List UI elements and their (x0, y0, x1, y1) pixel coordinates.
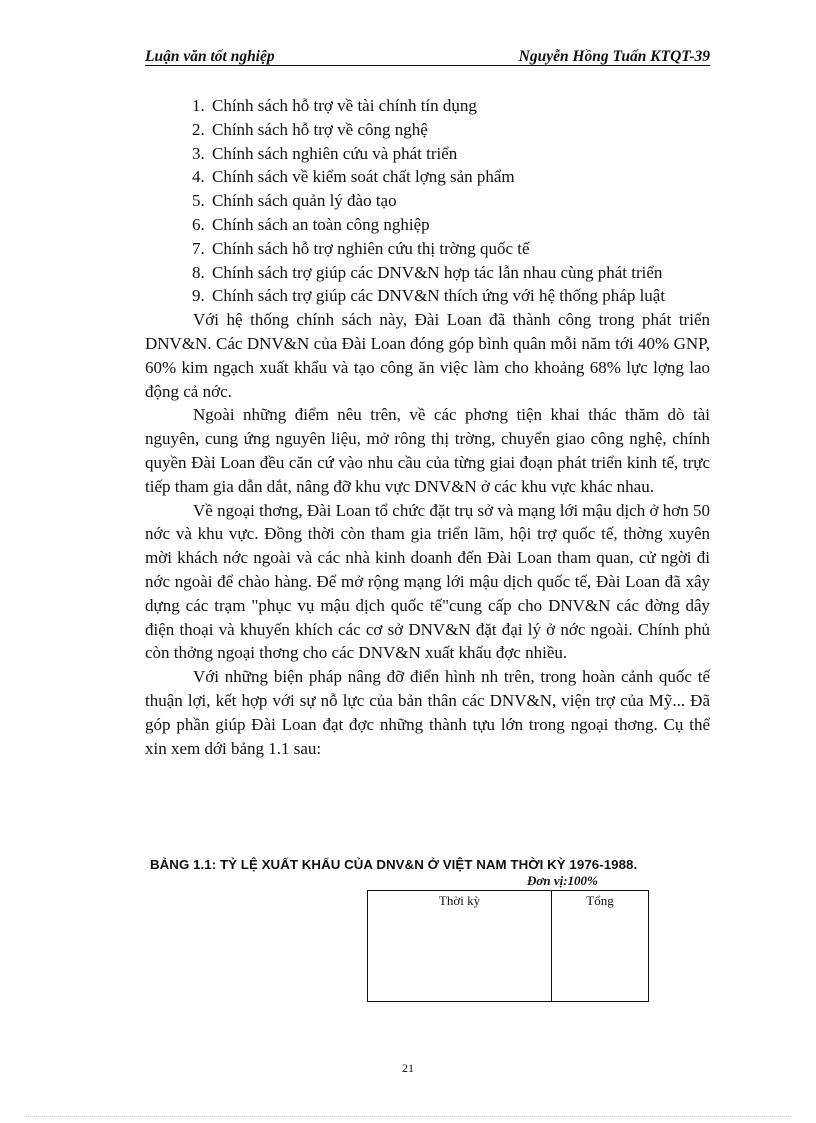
table-title: BẢNG 1.1: TỶ LỆ XUẤT KHẨU CỦA DNV&N Ở VIỆT NAM THỜI KỲ 1976-1988. (150, 857, 638, 872)
list-item (145, 237, 710, 261)
list-item (145, 284, 710, 308)
page-body (145, 94, 710, 760)
header-rule (145, 65, 710, 66)
table-header-total: Tổng (586, 893, 614, 908)
header-thesis-label: Luận văn tốt nghiệp (145, 48, 275, 65)
export-ratio-table (367, 890, 649, 1002)
list-item-number: 8. (192, 262, 205, 282)
list-item-text: Chính sách hỗ trợ về tài chính tín dụng (212, 96, 477, 115)
list-item-number: 3. (192, 143, 205, 163)
list-item-number: 9. (192, 286, 205, 306)
list-item-number: 2. (192, 119, 205, 139)
table-header-period: Thời kỳ (438, 893, 481, 908)
list-item-text: Chính sách quản lý đào tạo (212, 191, 397, 211)
list-item-number: 4. (192, 167, 205, 187)
list-item-text: Chính sách nghiên cứu và phát triển (212, 143, 458, 163)
list-item (145, 213, 710, 237)
policy-list (145, 94, 710, 308)
list-item (145, 94, 710, 118)
list-item-text: Chính sách trợ giúp các DNV&N thích ứng với hệ thống pháp luật (212, 286, 666, 306)
list-item-number: 5. (192, 191, 205, 211)
paragraph: Với hệ thống chính sách này, Đài Loan đã thành công trong phát triển DNV&N. Các DNV&N của Đài Loan đóng góp bình quân mỗi năm tới 40% GNP, 60% kim ngạch xuất khẩu và tạo công ăn việc làm cho khoảng 68% lực lợng lao động cả nớc. (145, 310, 710, 401)
list-item-text: Chính sách về kiểm soát chất lợng sản phẩm (212, 167, 515, 187)
header-author: Nguyễn Hồng Tuấn KTQT-39 (518, 48, 710, 65)
page-bottom-border (25, 1116, 791, 1117)
page-number: 21 (402, 1061, 414, 1075)
paragraph: Với những biện pháp nâng đỡ điển hình nh trên, trong hoàn cảnh quốc tế thuận lợi, kết hợp với sự nỗ lực của bản thân các DNV&N, viện trợ của Mỹ... Đã góp phần giúp Đài Loan đạt đợc những thành tựu lớn trong ngoại thơng. Cụ thể xin xem dới bảng 1.1 sau: (145, 667, 710, 758)
list-item (145, 165, 710, 189)
list-item-number: 1. (192, 96, 205, 115)
table-unit: Đơn vị:100% (527, 873, 598, 888)
paragraph: Về ngoại thơng, Đài Loan tổ chức đặt trụ sở và mạng lới mậu dịch ở hơn 50 nớc và khu vực. Đồng thời còn tham gia triển lãm, hội trợ quốc tế, thờng xuyên mời khách nớc ngoài và các nhà kinh doanh đến Đài Loan tham quan, cử ngời đi nớc ngoài để chào hàng. Để mở rộng mạng lới mậu dịch quốc tế, Đài Loan đã xây dựng các trạm "phục vụ mậu dịch quốc tế"cung cấp cho DNV&N các đờng dây điện thoại và khuyến khích các cơ sở DNV&N đặt đại lý ở nớc ngoài. Chính phủ còn thởng ngoại thơng cho các DNV&N xuất khẩu đợc nhiều. (145, 500, 710, 663)
list-item (145, 142, 710, 166)
list-item-text: Chính sách an toàn công nghiệp (212, 214, 430, 234)
list-item-text: Chính sách hỗ trợ nghiên cứu thị trờng quốc tế (212, 238, 530, 258)
list-item-text: Chính sách trợ giúp các DNV&N hợp tác lẫn nhau cùng phát triển (212, 262, 663, 282)
list-item-text: Chính sách hỗ trợ về công nghệ (212, 119, 428, 139)
list-item-number: 6. (192, 214, 205, 234)
list-item (145, 261, 710, 285)
list-item (145, 189, 710, 213)
list-item-number: 7. (192, 238, 205, 258)
page-header (145, 48, 710, 68)
list-item (145, 118, 710, 142)
paragraph: Ngoài những điểm nêu trên, về các phơng tiện khai thác thăm dò tài nguyên, cung ứng nguyên liệu, mở rông thị trờng, chuyển giao công nghệ, chính quyền Đài Loan đều căn cứ vào nhu cầu của từng giai đoạn phát triển kinh tế, trực tiếp tham gia dẫn dắt, nâng đỡ khu vực DNV&N ở các khu vực khác nhau. (145, 405, 710, 496)
